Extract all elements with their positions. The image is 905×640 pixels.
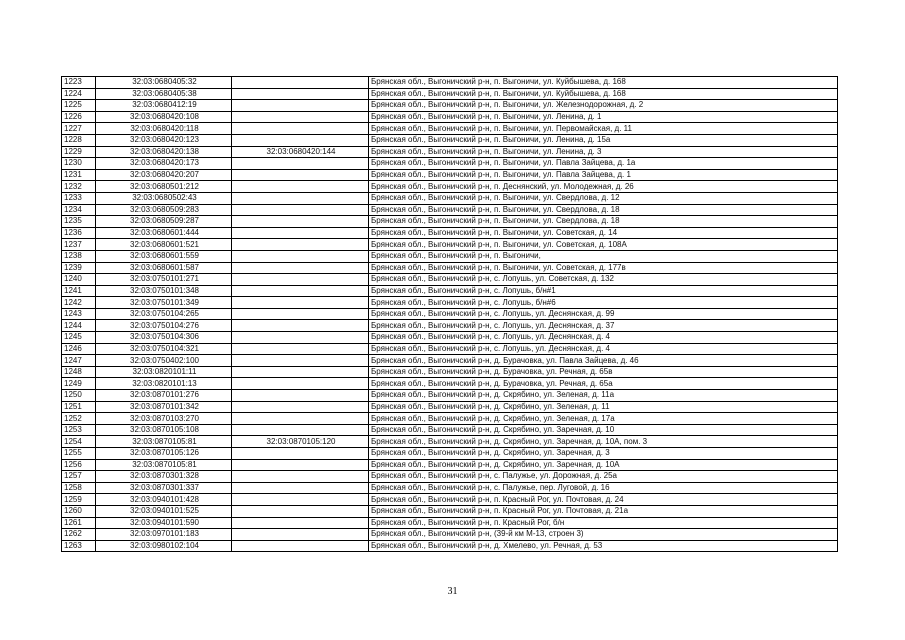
- table-row: [62, 378, 838, 390]
- parent-cadastral-number-cell: [232, 169, 369, 181]
- cadastral-number-cell: 32:03:0870101:342: [96, 401, 232, 413]
- table-row: [62, 297, 838, 309]
- parent-cadastral-number-cell: [232, 505, 369, 517]
- parent-cadastral-number-cell: [232, 366, 369, 378]
- parent-cadastral-number-cell: [232, 320, 369, 332]
- table-row: [62, 424, 838, 436]
- row-number-cell: 1257: [62, 471, 96, 483]
- cadastral-number-cell: 32:03:0680601:521: [96, 239, 232, 251]
- parent-cadastral-number-cell: [232, 216, 369, 228]
- cadastral-number-cell: 32:03:0820101:11: [96, 366, 232, 378]
- address-cell: Брянская обл., Выгоничский р-н, с. Лопушь, ул. Деснянская, д. 4: [369, 343, 838, 355]
- cadastral-number-cell: 32:03:0680601:587: [96, 262, 232, 274]
- table-row: [62, 448, 838, 460]
- cadastral-number-cell: 32:03:0680420:118: [96, 123, 232, 135]
- cadastral-number-cell: 32:03:0680601:559: [96, 250, 232, 262]
- address-cell: Брянская обл., Выгоничский р-н, п. Выгоничи, ул. Куйбышева, д. 168: [369, 77, 838, 89]
- cadastral-number-cell: 32:03:0940101:428: [96, 494, 232, 506]
- table-row: [62, 436, 838, 448]
- parent-cadastral-number-cell: [232, 134, 369, 146]
- address-cell: Брянская обл., Выгоничский р-н, п. Красный Рог, б/н: [369, 517, 838, 529]
- address-cell: Брянская обл., Выгоничский р-н, п. Выгоничи, ул. Ленина, д. 3: [369, 146, 838, 158]
- cadastral-number-cell: 32:03:0970101:183: [96, 529, 232, 541]
- row-number-cell: 1226: [62, 111, 96, 123]
- row-number-cell: 1253: [62, 424, 96, 436]
- parent-cadastral-number-cell: [232, 227, 369, 239]
- table-row: [62, 169, 838, 181]
- table-row: [62, 274, 838, 286]
- address-cell: Брянская обл., Выгоничский р-н, с. Лопушь, ул. Деснянская, д. 99: [369, 308, 838, 320]
- parent-cadastral-number-cell: [232, 471, 369, 483]
- table-row: [62, 471, 838, 483]
- row-number-cell: 1256: [62, 459, 96, 471]
- table-row: [62, 88, 838, 100]
- row-number-cell: 1239: [62, 262, 96, 274]
- parent-cadastral-number-cell: [232, 355, 369, 367]
- table-row: [62, 227, 838, 239]
- cadastral-number-cell: 32:03:0680420:207: [96, 169, 232, 181]
- cadastral-number-cell: 32:03:0750101:348: [96, 285, 232, 297]
- parent-cadastral-number-cell: [232, 378, 369, 390]
- cadastral-number-cell: 32:03:0680420:123: [96, 134, 232, 146]
- parent-cadastral-number-cell: [232, 158, 369, 170]
- cadastral-number-cell: 32:03:0870301:337: [96, 482, 232, 494]
- address-cell: Брянская обл., Выгоничский р-н, п. Выгоничи, ул. Свердлова, д. 12: [369, 192, 838, 204]
- table-row: [62, 517, 838, 529]
- row-number-cell: 1235: [62, 216, 96, 228]
- address-cell: Брянская обл., Выгоничский р-н, д. Бурачовка, ул. Павла Зайцева, д. 46: [369, 355, 838, 367]
- table-row: [62, 100, 838, 112]
- address-cell: Брянская обл., Выгоничский р-н, с. Лопушь, б/н#6: [369, 297, 838, 309]
- parent-cadastral-number-cell: [232, 192, 369, 204]
- cadastral-number-cell: 32:03:0750402:100: [96, 355, 232, 367]
- row-number-cell: 1224: [62, 88, 96, 100]
- cadastral-number-cell: 32:03:0870105:108: [96, 424, 232, 436]
- table-row: [62, 459, 838, 471]
- table-row: [62, 181, 838, 193]
- table-row: [62, 216, 838, 228]
- parent-cadastral-number-cell: [232, 123, 369, 135]
- row-number-cell: 1241: [62, 285, 96, 297]
- address-cell: Брянская обл., Выгоничский р-н, с. Лопушь, ул. Советская, д. 132: [369, 274, 838, 286]
- table-row: [62, 111, 838, 123]
- table-row: [62, 146, 838, 158]
- row-number-cell: 1242: [62, 297, 96, 309]
- cadastral-number-cell: 32:03:0940101:525: [96, 505, 232, 517]
- row-number-cell: 1259: [62, 494, 96, 506]
- parent-cadastral-number-cell: [232, 517, 369, 529]
- address-cell: Брянская обл., Выгоничский р-н, п. Красный Рог, ул. Почтовая, д. 21а: [369, 505, 838, 517]
- address-cell: Брянская обл., Выгоничский р-н, д. Хмелево, ул. Речная, д. 53: [369, 540, 838, 552]
- row-number-cell: 1251: [62, 401, 96, 413]
- cadastral-number-cell: 32:03:0750101:271: [96, 274, 232, 286]
- cadastral-number-cell: 32:03:0680501:212: [96, 181, 232, 193]
- table-row: [62, 540, 838, 552]
- row-number-cell: 1244: [62, 320, 96, 332]
- row-number-cell: 1230: [62, 158, 96, 170]
- parent-cadastral-number-cell: [232, 494, 369, 506]
- row-number-cell: 1228: [62, 134, 96, 146]
- cadastral-number-cell: 32:03:0680509:287: [96, 216, 232, 228]
- cadastral-number-cell: 32:03:0680420:173: [96, 158, 232, 170]
- parent-cadastral-number-cell: 32:03:0870105:120: [232, 436, 369, 448]
- table-row: [62, 401, 838, 413]
- address-cell: Брянская обл., Выгоничский р-н, с. Лопушь, б/н#1: [369, 285, 838, 297]
- row-number-cell: 1223: [62, 77, 96, 89]
- address-cell: Брянская обл., Выгоничский р-н, с. Палужье, пер. Луговой, д. 16: [369, 482, 838, 494]
- table-row: [62, 494, 838, 506]
- table-row: [62, 192, 838, 204]
- address-cell: Брянская обл., Выгоничский р-н, п. Деснянский, ул. Молодежная, д. 26: [369, 181, 838, 193]
- address-cell: Брянская обл., Выгоничский р-н, п. Выгоничи, ул. Павла Зайцева, д. 1: [369, 169, 838, 181]
- row-number-cell: 1246: [62, 343, 96, 355]
- table-row: [62, 308, 838, 320]
- row-number-cell: 1249: [62, 378, 96, 390]
- cadastral-number-cell: 32:03:0870301:328: [96, 471, 232, 483]
- row-number-cell: 1248: [62, 366, 96, 378]
- address-cell: Брянская обл., Выгоничский р-н, д. Бурачовка, ул. Речная, д. 65в: [369, 366, 838, 378]
- page-number: 31: [447, 586, 458, 597]
- cadastral-number-cell: 32:03:0750104:306: [96, 332, 232, 344]
- row-number-cell: 1255: [62, 448, 96, 460]
- cadastral-number-cell: 32:03:0680405:32: [96, 77, 232, 89]
- parent-cadastral-number-cell: [232, 274, 369, 286]
- address-cell: Брянская обл., Выгоничский р-н, (39-й км М-13, строен 3): [369, 529, 838, 541]
- parent-cadastral-number-cell: [232, 181, 369, 193]
- parent-cadastral-number-cell: [232, 239, 369, 251]
- parent-cadastral-number-cell: [232, 540, 369, 552]
- registry-table-body: [62, 77, 838, 552]
- address-cell: Брянская обл., Выгоничский р-н, п. Выгоничи, ул. Советская, д. 108А: [369, 239, 838, 251]
- parent-cadastral-number-cell: 32:03:0680420:144: [232, 146, 369, 158]
- table-row: [62, 505, 838, 517]
- parent-cadastral-number-cell: [232, 529, 369, 541]
- table-row: [62, 332, 838, 344]
- row-number-cell: 1236: [62, 227, 96, 239]
- cadastral-number-cell: 32:03:0680502:43: [96, 192, 232, 204]
- row-number-cell: 1247: [62, 355, 96, 367]
- cadastral-number-cell: 32:03:0980102:104: [96, 540, 232, 552]
- row-number-cell: 1227: [62, 123, 96, 135]
- cadastral-number-cell: 32:03:0680420:108: [96, 111, 232, 123]
- address-cell: Брянская обл., Выгоничский р-н, п. Выгоничи, ул. Первомайская, д. 11: [369, 123, 838, 135]
- address-cell: Брянская обл., Выгоничский р-н, д. Скрябино, ул. Заречная, д. 10А: [369, 459, 838, 471]
- parent-cadastral-number-cell: [232, 88, 369, 100]
- cadastral-number-cell: 32:03:0750104:265: [96, 308, 232, 320]
- cadastral-number-cell: 32:03:0870105:126: [96, 448, 232, 460]
- row-number-cell: 1229: [62, 146, 96, 158]
- address-cell: Брянская обл., Выгоничский р-н, п. Выгоничи, ул. Свердлова, д. 18: [369, 204, 838, 216]
- row-number-cell: 1258: [62, 482, 96, 494]
- row-number-cell: 1250: [62, 390, 96, 402]
- row-number-cell: 1231: [62, 169, 96, 181]
- address-cell: Брянская обл., Выгоничский р-н, п. Выгоничи,: [369, 250, 838, 262]
- table-row: [62, 262, 838, 274]
- row-number-cell: 1245: [62, 332, 96, 344]
- parent-cadastral-number-cell: [232, 308, 369, 320]
- parent-cadastral-number-cell: [232, 250, 369, 262]
- row-number-cell: 1238: [62, 250, 96, 262]
- table-row: [62, 413, 838, 425]
- row-number-cell: 1261: [62, 517, 96, 529]
- address-cell: Брянская обл., Выгоничский р-н, п. Выгоничи, ул. Ленина, д. 1: [369, 111, 838, 123]
- parent-cadastral-number-cell: [232, 285, 369, 297]
- row-number-cell: 1262: [62, 529, 96, 541]
- row-number-cell: 1232: [62, 181, 96, 193]
- address-cell: Брянская обл., Выгоничский р-н, п. Красный Рог, ул. Почтовая, д. 24: [369, 494, 838, 506]
- registry-table: [61, 76, 838, 552]
- address-cell: Брянская обл., Выгоничский р-н, д. Скрябино, ул. Заречная, д. 10А, пом. 3: [369, 436, 838, 448]
- parent-cadastral-number-cell: [232, 390, 369, 402]
- parent-cadastral-number-cell: [232, 262, 369, 274]
- address-cell: Брянская обл., Выгоничский р-н, д. Скрябино, ул. Заречная, д. 10: [369, 424, 838, 436]
- table-row: [62, 285, 838, 297]
- row-number-cell: 1233: [62, 192, 96, 204]
- table-row: [62, 343, 838, 355]
- row-number-cell: 1240: [62, 274, 96, 286]
- cadastral-number-cell: 32:03:0750104:321: [96, 343, 232, 355]
- row-number-cell: 1234: [62, 204, 96, 216]
- table-row: [62, 529, 838, 541]
- table-row: [62, 320, 838, 332]
- row-number-cell: 1254: [62, 436, 96, 448]
- address-cell: Брянская обл., Выгоничский р-н, п. Выгоничи, ул. Советская, д. 177в: [369, 262, 838, 274]
- table-row: [62, 239, 838, 251]
- address-cell: Брянская обл., Выгоничский р-н, с. Лопушь, ул. Деснянская, д. 4: [369, 332, 838, 344]
- table-row: [62, 390, 838, 402]
- parent-cadastral-number-cell: [232, 332, 369, 344]
- cadastral-number-cell: 32:03:0870105:81: [96, 436, 232, 448]
- cadastral-number-cell: 32:03:0680420:138: [96, 146, 232, 158]
- cadastral-number-cell: 32:03:0680412:19: [96, 100, 232, 112]
- cadastral-number-cell: 32:03:0680601:444: [96, 227, 232, 239]
- address-cell: Брянская обл., Выгоничский р-н, д. Скрябино, ул. Зеленая, д. 17а: [369, 413, 838, 425]
- cadastral-number-cell: 32:03:0870105:81: [96, 459, 232, 471]
- cadastral-number-cell: 32:03:0750104:276: [96, 320, 232, 332]
- cadastral-number-cell: 32:03:0820101:13: [96, 378, 232, 390]
- parent-cadastral-number-cell: [232, 77, 369, 89]
- table-row: [62, 123, 838, 135]
- row-number-cell: 1252: [62, 413, 96, 425]
- table-row: [62, 77, 838, 89]
- parent-cadastral-number-cell: [232, 424, 369, 436]
- parent-cadastral-number-cell: [232, 100, 369, 112]
- cadastral-number-cell: 32:03:0680405:38: [96, 88, 232, 100]
- table-row: [62, 158, 838, 170]
- address-cell: Брянская обл., Выгоничский р-н, д. Скрябино, ул. Зеленая, д. 11: [369, 401, 838, 413]
- address-cell: Брянская обл., Выгоничский р-н, с. Лопушь, ул. Деснянская, д. 37: [369, 320, 838, 332]
- table-row: [62, 134, 838, 146]
- row-number-cell: 1263: [62, 540, 96, 552]
- parent-cadastral-number-cell: [232, 482, 369, 494]
- parent-cadastral-number-cell: [232, 413, 369, 425]
- address-cell: Брянская обл., Выгоничский р-н, п. Выгоничи, ул. Павла Зайцева, д. 1а: [369, 158, 838, 170]
- address-cell: Брянская обл., Выгоничский р-н, д. Скрябино, ул. Заречная, д. 3: [369, 448, 838, 460]
- address-cell: Брянская обл., Выгоничский р-н, п. Выгоничи, ул. Железнодорожная, д. 2: [369, 100, 838, 112]
- table-row: [62, 482, 838, 494]
- row-number-cell: 1237: [62, 239, 96, 251]
- table-row: [62, 355, 838, 367]
- row-number-cell: 1225: [62, 100, 96, 112]
- parent-cadastral-number-cell: [232, 297, 369, 309]
- cadastral-number-cell: 32:03:0940101:590: [96, 517, 232, 529]
- address-cell: Брянская обл., Выгоничский р-н, с. Палужье, ул. Дорожная, д. 25а: [369, 471, 838, 483]
- table-row: [62, 366, 838, 378]
- row-number-cell: 1260: [62, 505, 96, 517]
- parent-cadastral-number-cell: [232, 401, 369, 413]
- address-cell: Брянская обл., Выгоничский р-н, п. Выгоничи, ул. Свердлова, д. 18: [369, 216, 838, 228]
- cadastral-number-cell: 32:03:0870103:270: [96, 413, 232, 425]
- address-cell: Брянская обл., Выгоничский р-н, п. Выгоничи, ул. Советская, д. 14: [369, 227, 838, 239]
- table-row: [62, 250, 838, 262]
- parent-cadastral-number-cell: [232, 448, 369, 460]
- parent-cadastral-number-cell: [232, 343, 369, 355]
- parent-cadastral-number-cell: [232, 111, 369, 123]
- address-cell: Брянская обл., Выгоничский р-н, д. Бурачовка, ул. Речная, д. 65а: [369, 378, 838, 390]
- address-cell: Брянская обл., Выгоничский р-н, д. Скрябино, ул. Зеленая, д. 11а: [369, 390, 838, 402]
- cadastral-number-cell: 32:03:0750101:349: [96, 297, 232, 309]
- cadastral-number-cell: 32:03:0870101:276: [96, 390, 232, 402]
- row-number-cell: 1243: [62, 308, 96, 320]
- table-row: [62, 204, 838, 216]
- cadastral-number-cell: 32:03:0680509:283: [96, 204, 232, 216]
- address-cell: Брянская обл., Выгоничский р-н, п. Выгоничи, ул. Куйбышева, д. 168: [369, 88, 838, 100]
- parent-cadastral-number-cell: [232, 459, 369, 471]
- address-cell: Брянская обл., Выгоничский р-н, п. Выгоничи, ул. Ленина, д. 15а: [369, 134, 838, 146]
- parent-cadastral-number-cell: [232, 204, 369, 216]
